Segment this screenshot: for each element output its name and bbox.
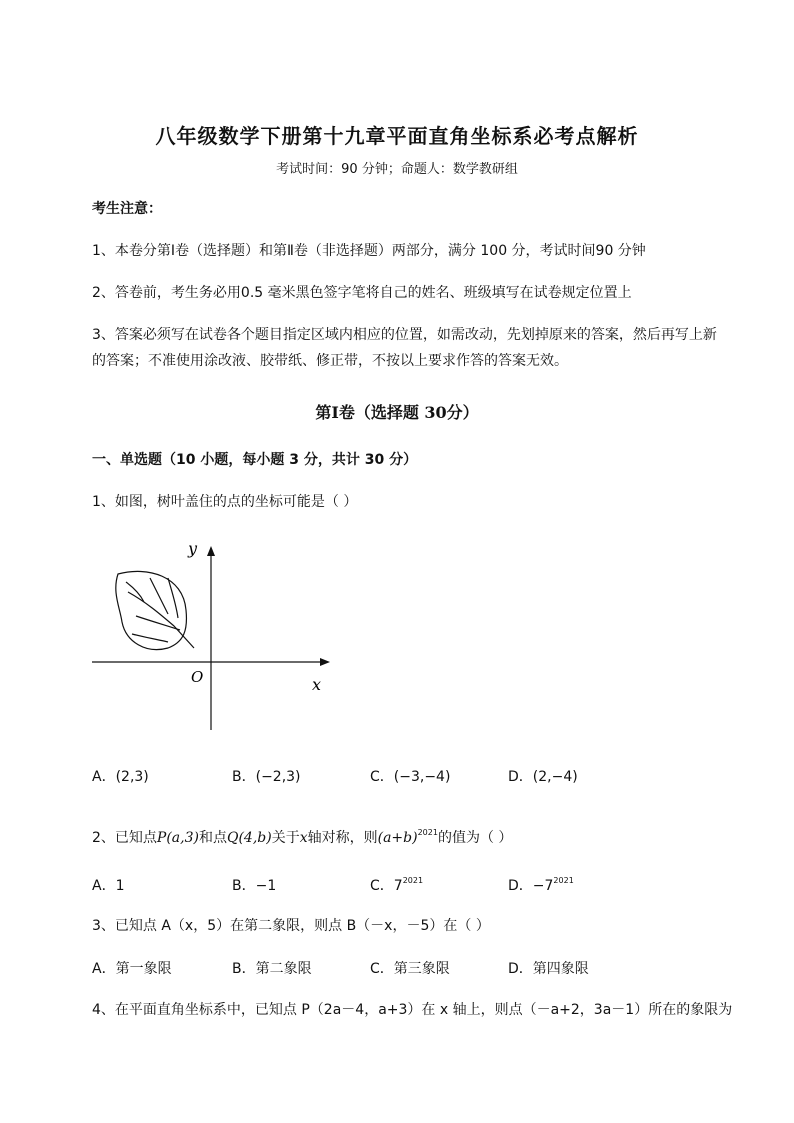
q2-text-e: 的值为（ ） [437,830,513,846]
page-title: 八年级数学下册第十九章平面直角坐标系必考点解析 [155,124,639,148]
q2-expression: (a+b) [377,830,418,846]
q2-text-a: 2、已知点 [92,830,157,846]
origin-label: O [191,668,204,686]
notice-heading: 考生注意： [92,201,162,217]
notice-item-3-line-2: 的答案；不准使用涂改液、胶带纸、修正带，不按以上要求作答的答案无效。 [92,353,568,369]
question-3-option-d[interactable]: D．第四象限 [508,961,589,977]
q2-text-c: 关于 [271,830,300,846]
y-axis-label: y [188,539,198,558]
question-1-option-d[interactable]: D．(2,−4) [508,769,578,785]
question-1-option-b[interactable]: B．(−2,3) [232,769,301,785]
question-4-stem: 4、在平面直角坐标系中，已知点 P（2a－4，a+3）在 x 轴上，则点（－a+2，3a－1）所在的象限为 [92,1002,733,1018]
q2-option-c-base: C．7 [370,878,403,894]
question-3-option-b[interactable]: B．第二象限 [232,961,312,977]
q2-option-c-exponent: 2021 [402,876,424,885]
question-1-stem: 1、如图，树叶盖住的点的坐标可能是（ ） [92,494,358,510]
question-2-option-a[interactable]: A．1 [92,878,125,894]
question-1-option-a[interactable]: A．(2,3) [92,769,149,785]
q2-option-d-exponent: 2021 [553,876,574,885]
question-2-option-c[interactable] [370,875,423,895]
question-2-option-b[interactable]: B．−1 [232,878,277,894]
question-3-option-a[interactable]: A．第一象限 [92,961,172,977]
q2-exponent: 2021 [417,828,438,837]
question-3-stem: 3、已知点 A（x，5）在第二象限，则点 B（－x，－5）在（ ） [92,918,490,934]
notice-item-2: 2、答卷前，考生务必用0.5 毫米黑色签字笔将自己的姓名、班级填写在试卷规定位置上 [92,285,632,301]
q2-axis: x [299,830,308,846]
q2-point-p: P(a,3) [156,830,199,846]
x-axis-arrow [320,658,330,666]
part-heading: 一、单选题（10 小题，每小题 3 分，共计 30 分） [92,452,418,468]
notice-item-1: 1、本卷分第Ⅰ卷（选择题）和第Ⅱ卷（非选择题）两部分，满分 100 分，考试时间90 分钟 [92,243,646,259]
question-2-stem [92,820,752,851]
leaf-icon [116,571,194,649]
page-subtitle: 考试时间：90 分钟；命题人：数学教研组 [276,162,518,177]
leaf-coordinate-figure [88,530,338,740]
q2-option-d-base: D．−7 [508,878,554,894]
question-3-option-c[interactable]: C．第三象限 [370,961,450,977]
question-1-option-c[interactable]: C．(−3,−4) [370,769,451,785]
question-2-option-d[interactable] [508,875,574,895]
q2-text-b: 和点 [198,830,227,846]
y-axis-arrow [207,546,215,556]
q2-point-q: Q(4,b) [226,830,272,846]
notice-item-3-line-1: 3、答案必须写在试卷各个题目指定区域内相应的位置，如需改动，先划掉原来的答案，然后再写上新 [92,327,717,343]
section-title: 第Ⅰ卷（选择题 30分） [315,403,479,422]
x-axis-label: x [312,675,322,694]
q2-text-d: 轴对称，则 [307,830,378,846]
